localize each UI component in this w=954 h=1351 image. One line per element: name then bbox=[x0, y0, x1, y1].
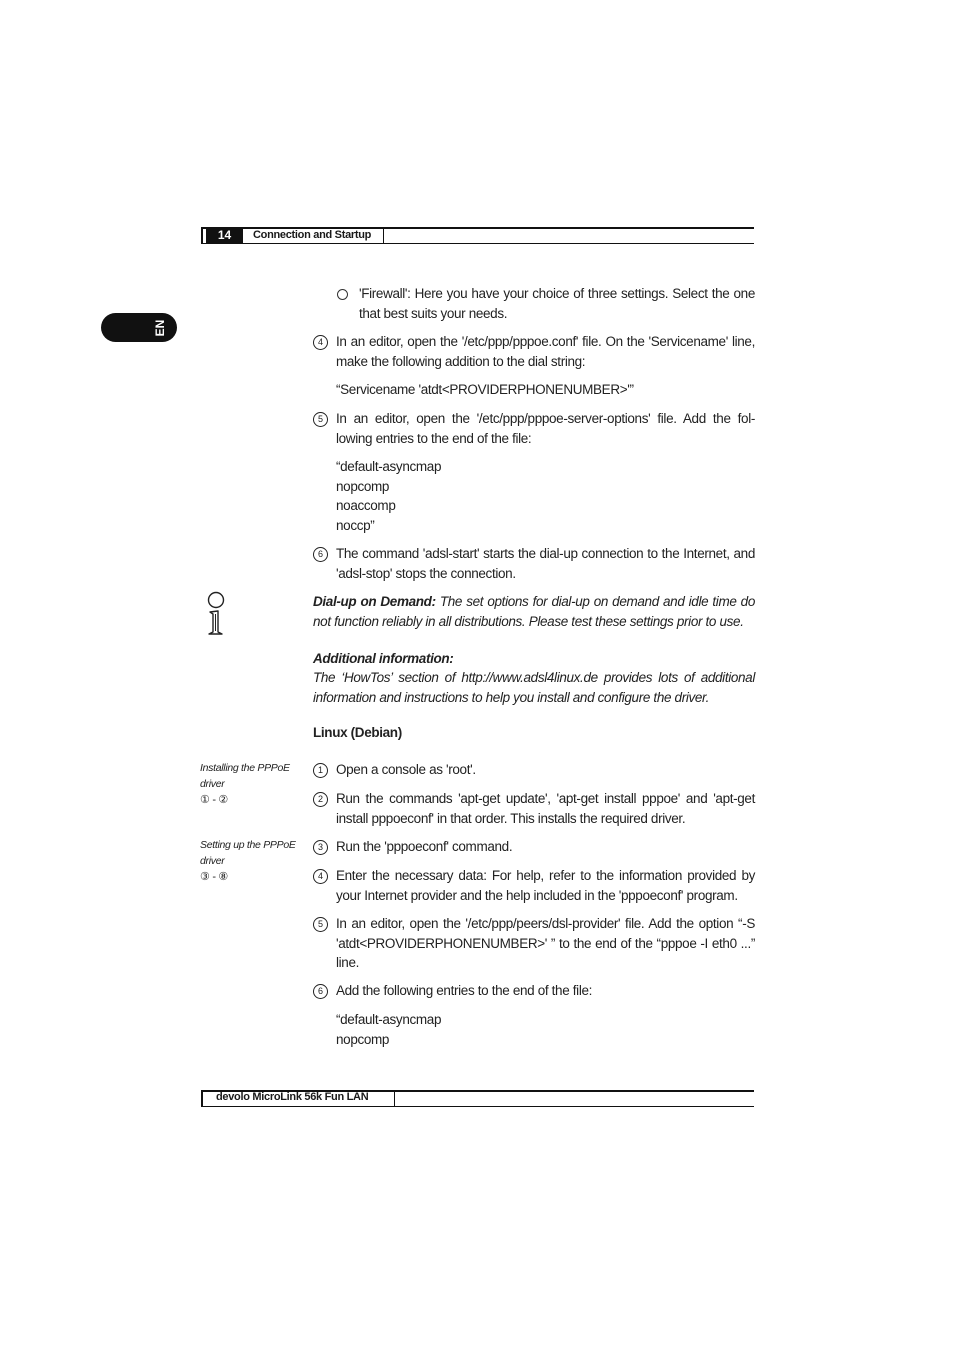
options-line: nopcomp bbox=[336, 478, 390, 494]
options-block bbox=[336, 1010, 755, 1049]
options-line: “default-asyncmap bbox=[336, 1012, 442, 1027]
step-text: Run the commands 'apt-get update', 'apt-get install pppoe' and 'apt-get install pppoeconf' in that order. This installs the required driver. bbox=[336, 791, 755, 826]
step-number-icon: 6 bbox=[313, 547, 328, 562]
page-number: 14 bbox=[206, 227, 243, 244]
options-line: “default-asyncmap bbox=[336, 459, 442, 474]
step-number-icon: 6 bbox=[313, 984, 328, 999]
firewall-bullet-text: 'Firewall': Here you have your choice of three settings. Select the one that best suits your needs. bbox=[359, 286, 755, 321]
step-text: Run the 'pppoeconf' command. bbox=[336, 839, 513, 854]
step-text: Add the following entries to the end of the file: bbox=[336, 983, 593, 998]
step-text: In an editor, open the '/etc/ppp/peers/dsl-provider' file. Add the option “-S 'atdt<PROVIDERPHONENUMBER>' ” to the end of the “pppoe -I eth0 ...” line. bbox=[336, 916, 755, 970]
step-text: In an editor, open the '/etc/ppp/pppoe-server-options' file. Add the fol-lowing entries to the end of the file: bbox=[336, 411, 755, 446]
side-note-range: ① - ② bbox=[200, 794, 228, 806]
dial-on-demand-heading: Dial-up on Demand: bbox=[313, 594, 436, 609]
options-line: nopcomp bbox=[336, 1031, 390, 1047]
language-tab-label: EN bbox=[153, 319, 167, 337]
side-note-range: ③ - ⑧ bbox=[200, 871, 228, 883]
step-text: In an editor, open the '/etc/ppp/pppoe.conf' file. On the 'Servicename' line, make the following addition to the dial string: bbox=[336, 334, 755, 369]
info-person-icon bbox=[203, 591, 229, 637]
dial-on-demand-text: The set options for dial-up on demand and idle time do not function reliably in all distributions. Please test these settings prior to use. bbox=[313, 594, 755, 629]
section-heading: Linux (Debian) bbox=[313, 725, 402, 740]
side-note-label: Installing the PPPoE driver bbox=[200, 762, 290, 790]
step-number-icon: 4 bbox=[313, 335, 328, 350]
step-number-icon: 2 bbox=[313, 792, 328, 807]
step-number-icon: 5 bbox=[313, 412, 328, 427]
step-text: Enter the necessary data: For help, refer to the information provided by your Internet provider and the help included in the 'pppoeconf' program. bbox=[336, 868, 755, 903]
additional-info-heading: Additional information: bbox=[313, 651, 454, 666]
footer-title: devolo MicroLink 56k Fun LAN bbox=[201, 1090, 395, 1107]
side-note-label: Setting up the PPPoE driver bbox=[200, 839, 296, 867]
step-number-icon: 1 bbox=[313, 763, 328, 778]
options-block bbox=[336, 457, 755, 535]
options-line: noaccomp bbox=[336, 498, 396, 513]
section-title: Connection and Startup bbox=[247, 227, 384, 244]
step-number-icon: 5 bbox=[313, 917, 328, 932]
bullet-circle-icon bbox=[337, 289, 348, 300]
step-text: Open a console as 'root'. bbox=[336, 762, 476, 777]
step-number-icon: 3 bbox=[313, 840, 328, 855]
side-note bbox=[200, 760, 300, 808]
additional-info-text: The ‘HowTos’ section of http://www.adsl4linux.de provides lots of additional information and instructions to help you install and configure the driver. bbox=[313, 670, 755, 705]
servicename-line: “Servicename 'atdt<PROVIDERPHONENUMBER>'” bbox=[336, 382, 634, 397]
step-text: The command 'adsl-start' starts the dial-up connection to the Internet, and 'adsl-stop' stops the connection. bbox=[336, 546, 755, 581]
step-number-icon: 4 bbox=[313, 869, 328, 884]
options-line: noccp” bbox=[336, 517, 375, 533]
dial-on-demand-note bbox=[313, 592, 755, 631]
side-note bbox=[200, 837, 300, 885]
